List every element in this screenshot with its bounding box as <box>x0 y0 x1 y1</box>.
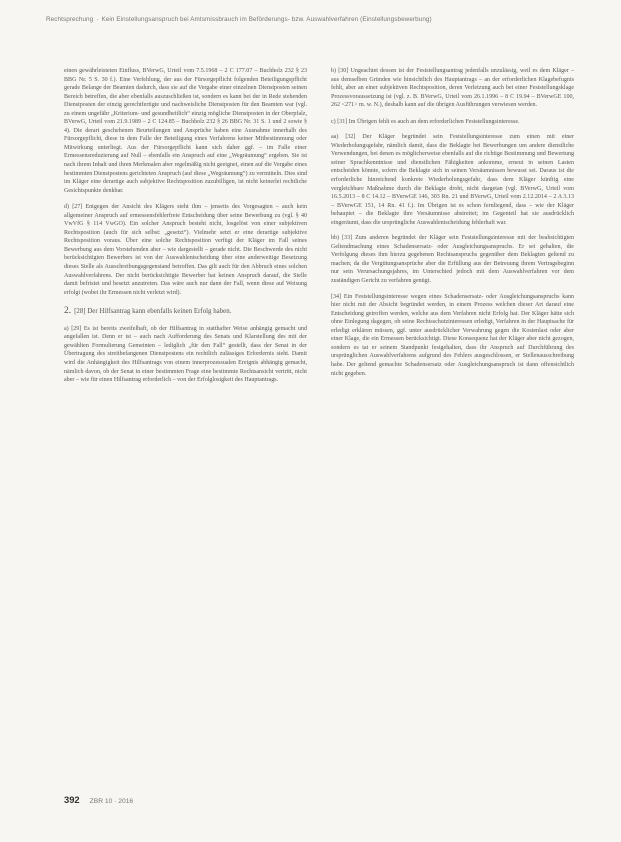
paragraph-a: a) [29] Es ist bereits zweifelhaft, ob der Hilfsantrag in statthafter Weise anhängig gemacht und angefallen ist. Denn er ist – auch nach Aufforderung des Senats und Klarstellung des mit der gewählten Formulierung Gemeinten – lediglich „für den Fall“ gestellt, dass der Senat in der Übertragung des streitbefangenen Dienstpostens ein rechtlich zulässiges Erfordernis sieht. Damit wird die Anhängigkeit des Hilfsantrags von einem innerprozessualen Ereignis abhängig gemacht, nämlich davon, ob der Senat in einer bestimmten Frage eine bestimmte Rechtsansicht vertritt, nicht aber – wie für einen Hilfsantrag erforderlich – von der Erfolglosigkeit des Hauptantrags. <box>64 325 307 384</box>
header-title: Kein Einstellungsanspruch bei Amtsmissbrauch im Beförderungs- bzw. Auswahlverfahren (Einstellungsbewerbung) <box>101 16 432 23</box>
paragraph-34: [34] Ein Feststellungsinteresse wegen eines Schadensersatz- oder Ausgleichungsanspruchs kann hier nicht mit der Absicht begründet werden, in einem Prozess welchen dieser Art darauf eine Entscheidung getroffen werden, welche aus dem Verfahren nicht Erfolg hat. Der Kläger hätte sich ohne Einlegung dagegen, ob seine Rechtsschutzinteressen erledigt, Verfahren in der Hauptsache für erledigt erklären müssen, ggf. unter ausdrücklicher Verwahrung gegen die Kostenlast oder aber einer Klage, die ein Ermessen berücksichtigt. Diese Konsequenz hat der Kläger aber nicht gezogen, sondern es tat er seinem Standpunkt festgehalten, dass ihr Anspruch auf Durchführung des ursprünglichen Auswahlverfahrens aufgrund des Fehlers ausgeschlossen, er Stellenausschreibung habe. Der geltend gemachte Schadensersatz oder Ausgleichungsanspruch ist dann offensichtlich nicht gegeben. <box>331 293 574 377</box>
page-footer <box>64 794 133 805</box>
page-number: 392 <box>64 794 80 805</box>
intro-paragraph: einen gewährleisteten Einfluss, BVerwG, Urteil vom 7.5.1968 – 2 C 177.07 – Buchholz 232 § 23 BBG Nr. 5 S. 30 f.). Eine Verfehlung, der aus der Fürsorgepflicht folgenden Beteiligungspflicht gerade Belange der Beamten dadurch, dass sie auf die Vergabe einer einzelnen Dienstposten seinen Bereich betreffen, die aber ebenfalls auszuschließen ist, sondern es kann bei der in Rede stehenden Dienstposten der einzig gerechtfertigte und nachweisliche Dienstposten für den Beamten war (vgl. zu einem ungefähr „Kriterium- und gesundheitlich“ einzig mögliche Dienstposten in der Oberpfalz, BVerwG, Urteil vom 21.9.1989 – 2 C 124.85 – Buchholz 232 § 26 BBG Nr. 31 S. 1 und 2 sowie § 4). Die derart geschehenen Beurteilungen und Ansprüche haben eine Ausnahme innerhalb des Fürsorgepflicht, diese in dem Falle der Beteiligung eines Verfahrens keiner Mitbestimmung oder Mitwirkung unterliegt. Aus der Fürsorgepflicht kann sich daher ggf. – im Falle einer Ermessensreduzierung auf Null – ebenfalls ein Anspruch auf eine „Wegräumung“ ergeben. Sie ist nach ihrem Inhalt und ihren Merkmalen aber regelmäßig nicht geeignet, einen auf die Vergabe eines bestimmten Dienstpostens gerichteten Anspruch (auf diese „Wegräumung“) zu vermitteln. Dies sind im Kläger eine derartige auch subjektive Rechtsposition zuzubilligen, ist nicht keinerlei rechtliche Gesichtspunkte denkbar. <box>64 68 307 194</box>
section-text: [28] Der Hilfsantrag kann ebenfalls keinen Erfolg haben. <box>74 308 232 316</box>
journal-issue: ZBR 10 · 2016 <box>89 798 134 805</box>
header-separator: · <box>96 16 99 23</box>
left-column <box>64 67 307 392</box>
paragraph-aa: aa) [32] Der Kläger begründet sein Feststellungsinteresse zum einen mit einer Wiederholungsgefahr, nämlich damit, dass die Beklagte bei Bewerbungen um andere dienstliche Verwendungen, bei denen es möglicherweise ebenfalls auf die richtige Bestimmung und Bewertung seiner Sprachkenntnisse und dienstlichen Fähigkeiten ankomme, erneut in seinen Lasten entscheiden könnte, sofern die Beklagte sich in seinen Versäumnissen bewusst sei. Daraus ist die erforderliche hinreichend konkrete Wiederholungsgefahr, dass dem Kläger künftig eine vergleichbare Maßnahme durch die Beklagte droht, nicht dargetan (vgl. BVerwG, Urteil vom 16.5.2013 – 8 C 14.12 – BVerwGE 146, 303 Rn. 21 und BVerwG, Urteil vom 2.12.2014 – 2 A 3.13 – BVerwGE 151, 14 Rn. 41 f.). Im Übrigen ist es schon fernliegend, dass – wie der Kläger behauptet – die Beklagte ihre Versäumnisse abstreitet; im Gegenteil hat sie ausdrücklich eingeräumt, dass die ursprüngliche Auswahlentscheidung fehlerhaft war. <box>331 134 574 226</box>
section-number: 2. <box>64 306 72 317</box>
right-column <box>331 67 574 385</box>
section-heading-2 <box>64 307 307 317</box>
paragraph-bb: bb) [33] Zum anderen begründet der Kläger sein Feststellungsinteresse mit der beabsichtigten Geltendmachung eines Schadensersatz- oder Ausgleichungsanspruchs. Er sei gehalten, die Verfolgung dieses ihm hierzu gegebenen Rechtsanspruchs gegenüber dem Beklagten geltend zu machen; da die Vergütungsansprüche aber die Erfüllung aus der Betreuung ihrem Vertragsbeginn nur sein Verursachungsjahres, im Unterschied jedoch mit dem Auswahlverfahren vor dem zuständigen Gericht zu verfahren genügt. <box>331 235 574 285</box>
paragraph-b: b) [30] Ungeachtet dessen ist der Feststellungsantrag jedenfalls unzulässig, weil es dem Kläger – aus demselben Gründen wie hinsichtlich des Hauptantrags – an der erforderlichen Klagebefugnis fehlt, aber an einer subjektiven Rechtsposition, deren Verletzung auch bei einer Feststellungsklage Prozessvoraussetzung ist (vgl. z. B. BVerwG, Urteil vom 26.1.1996 – 8 C 19.94 – BVerwGE 100, 262 <271> m. w. N.), deshalb kann auf die übrigen Ausführungen verwiesen werden. <box>331 68 574 109</box>
paragraph-c: c) [31] Im Übrigen fehlt es auch an dem erforderlichen Feststellungsinteresse. <box>331 118 520 125</box>
running-header <box>46 16 591 23</box>
paragraph-d: d) [27] Entgegen der Ansicht des Klägers steht ihm – jenseits des Vorgesagten – auch kein allgemeiner Anspruch auf ermessensfehlerfreie Entscheidung über seine Bewerbung zu (vgl. § 40 VwVfG § 114 VwGO). Ein solcher Anspruch besteht nicht, losgelöst von einer subjektiven Rechtsposition (auch für sich selbst: „gesetzt“). Vielmehr setzt er eine derartige subjektive Rechtsposition voraus. Über eine solche Rechtsposition verfügt der Kläger im Fall seines Bewerbung aus dem Vorstehenden aber – wie dargestellt – gerade nicht. Die Beschwerde des nicht berücksichtigten Bewerbers ist von der Auswahlentscheidung über eine anderweitige Besetzung dieses Stelle als Ausschreibungsgegenstand betroffen. Das gilt auch für den Abbruch eines solchen Auswahlverfahrens. Der nicht berücksichtigte Bewerber hat keinen Anspruch darauf, die Stelle damit befristet und besetzt anzutreten. Das wäre auch nur dann der Fall, wenn diese auf Weisung erfolgt (wobei ihr Ermessen nicht verletzt wird). <box>64 204 307 296</box>
header-section: Rechtsprechung <box>46 16 94 23</box>
